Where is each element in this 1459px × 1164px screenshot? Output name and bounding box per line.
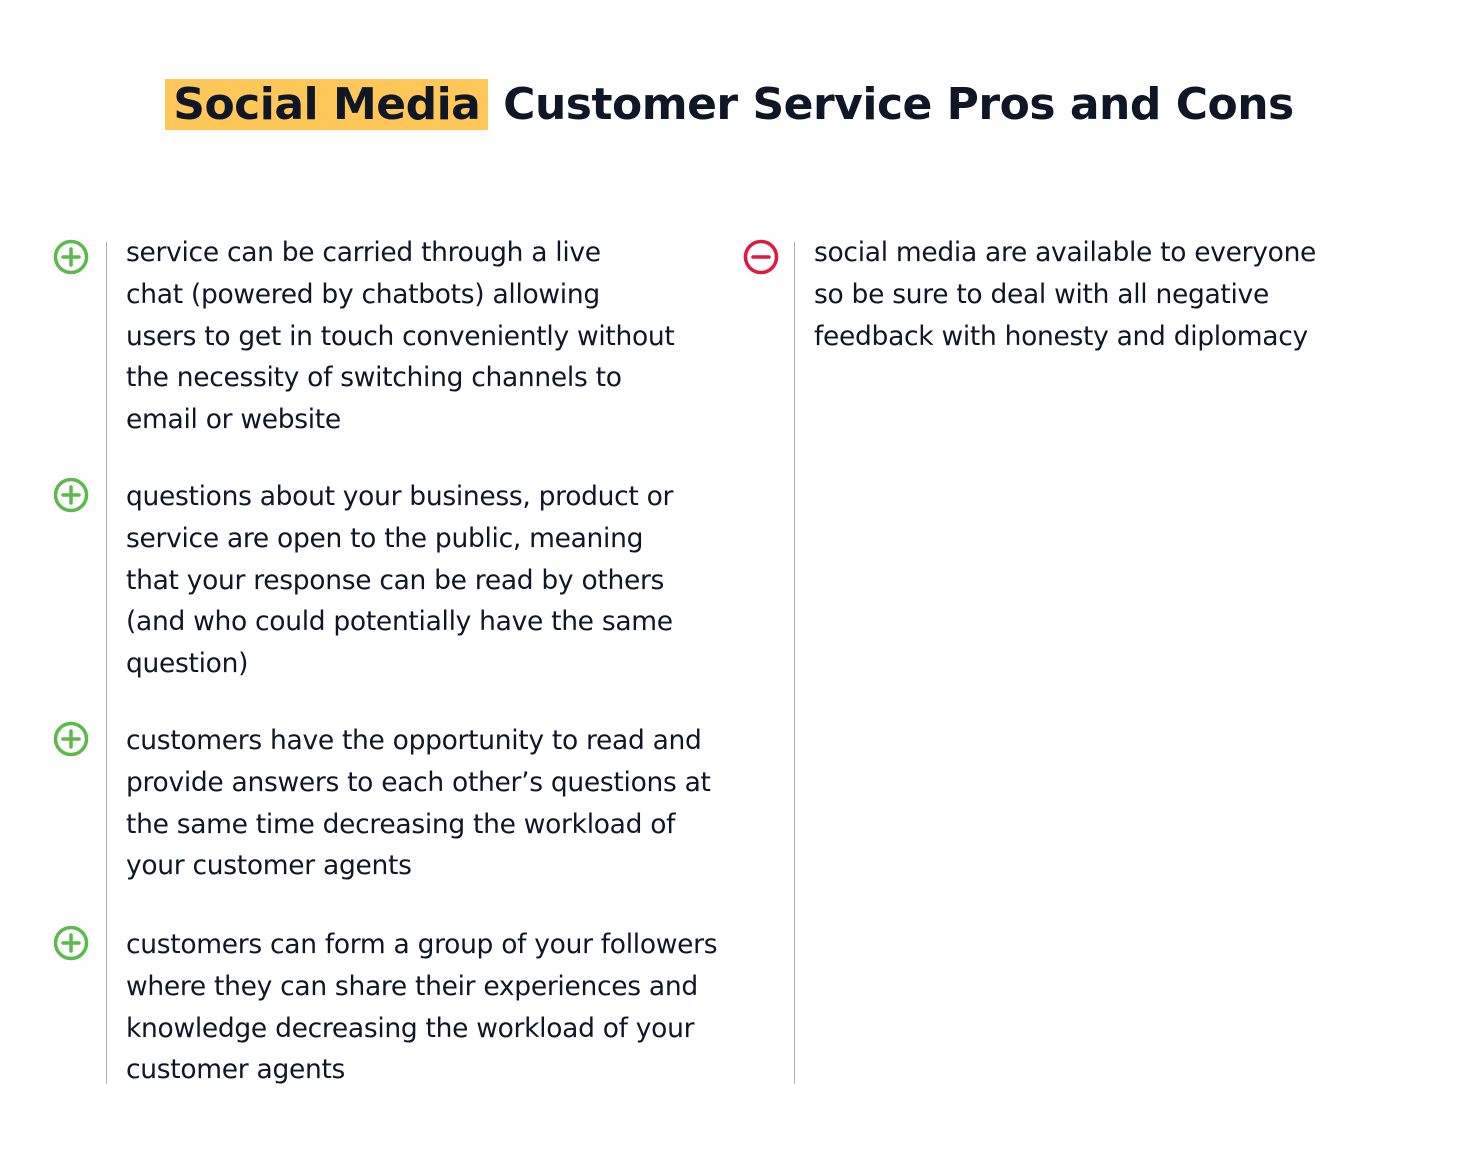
minus-circle-icon <box>743 239 779 275</box>
title-highlight: Social Media <box>165 79 488 130</box>
plus-circle-icon <box>53 925 89 961</box>
plus-circle-icon <box>53 721 89 757</box>
title-rest: Customer Service Pros and Cons <box>503 79 1294 130</box>
cons-divider <box>794 242 795 1084</box>
con-item-text: social media are available to everyone so be sure to deal with all negative feedback with honesty and diplomacy <box>814 237 1317 352</box>
pro-item-text: customers can form a group of your followers where they can share their experiences and knowledge decreasing the workload of your customer agents <box>126 929 718 1086</box>
plus-circle-icon <box>53 239 89 275</box>
pros-divider <box>106 242 107 1084</box>
pro-item-text: customers have the opportunity to read and provide answers to each other’s questions at the same time decreasing the workload of your customer agents <box>126 725 711 882</box>
pro-item-text: questions about your business, product or service are open to the public, meaning that your response can be read by others (and who could potentially have the same question) <box>126 481 674 680</box>
page-title <box>0 66 1459 144</box>
pro-item-text: service can be carried through a live chat (powered by chatbots) allowing users to get in touch conveniently without the necessity of switching channels to email or website <box>126 237 675 436</box>
plus-circle-icon <box>53 477 89 513</box>
